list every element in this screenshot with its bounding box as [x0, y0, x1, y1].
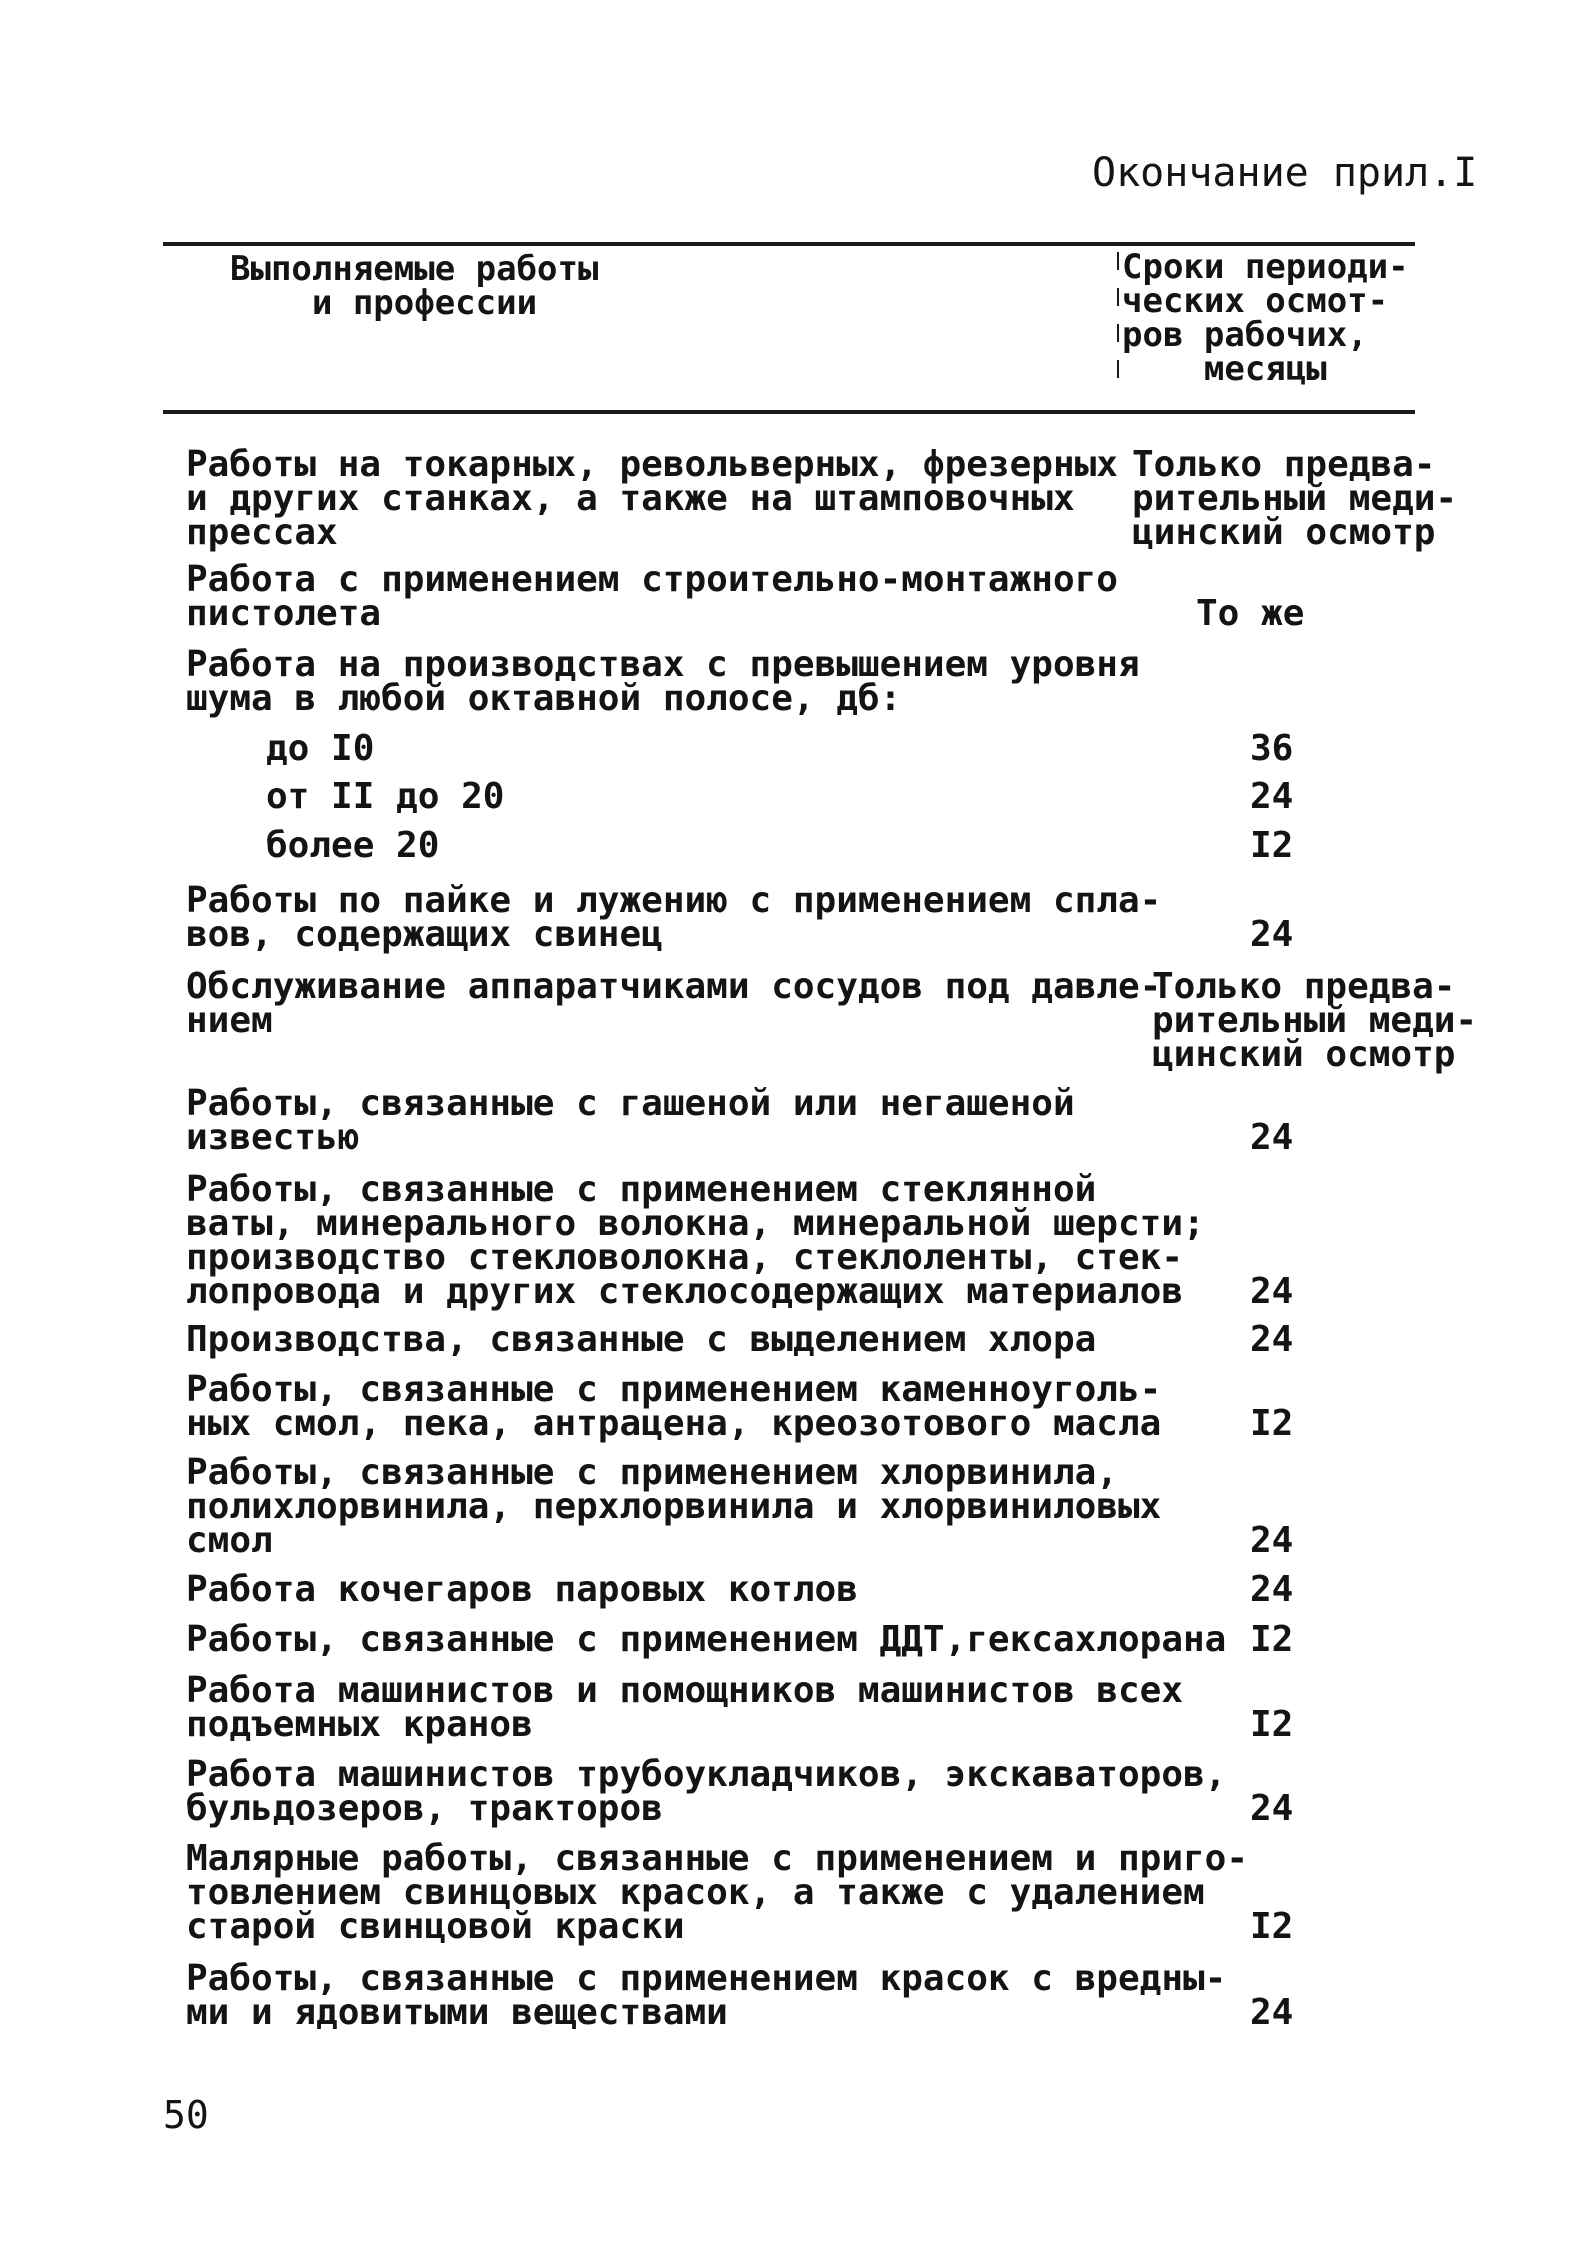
periodicity-term: 24	[1250, 1117, 1294, 1158]
periodicity-term: 24	[1250, 1788, 1294, 1829]
work-description: Работа машинистов трубоукладчиков, экскаваторов, бульдозеров, тракторов	[186, 1754, 1227, 1829]
periodicity-term: I2	[1250, 1403, 1294, 1444]
periodicity-term: 24	[1250, 1271, 1294, 1312]
work-description: Работы, связанные с применением каменноуголь- ных смол, пека, антрацена, креозотового масла	[186, 1369, 1162, 1444]
header-bottom-rule	[163, 410, 1415, 414]
work-description: Работы, связанные с применением стеклянной ваты, минерального волокна, минеральной шерсти; производство стекловолокна, стеклоленты, стек- лопровода и других стеклосодержащих материалов	[186, 1169, 1205, 1312]
column-header-work: Выполняемые работы и профессии	[230, 249, 599, 323]
periodicity-term: 24	[1250, 1992, 1294, 2033]
work-description: Работа на производствах с превышением уровня шума в любой октавной полосе, дб:	[186, 644, 1140, 719]
periodicity-term: 24	[1250, 1319, 1294, 1360]
periodicity-term: То же	[1196, 593, 1305, 634]
periodicity-term: 24	[1250, 776, 1294, 817]
work-description: от II до 20	[266, 776, 505, 817]
work-description: Работы на токарных, револьверных, фрезерных и других станках, а также на штамповочных прессах	[186, 444, 1118, 553]
work-description: Работы, связанные с гашеной или негашеной известью	[186, 1083, 1075, 1158]
periodicity-term: 24	[1250, 1569, 1294, 1610]
work-description: Работы, связанные с применением красок с вредны- ми и ядовитыми веществами	[186, 1958, 1227, 2033]
periodicity-term: I2	[1250, 1704, 1294, 1745]
column-divider	[1117, 252, 1119, 392]
work-description: более 20	[266, 825, 440, 866]
work-description: до I0	[266, 728, 375, 769]
periodicity-term: 36	[1250, 728, 1294, 769]
appendix-label: Окончание прил.I	[1092, 150, 1478, 196]
work-description: Работы, связанные с применением хлорвинила, полихлорвинила, перхлорвинила и хлорвиниловых смол	[186, 1452, 1162, 1561]
work-description: Обслуживание аппаратчиками сосудов под давле- нием	[186, 966, 1162, 1041]
table-top-rule	[163, 242, 1415, 246]
periodicity-term: Только предва- рительный меди- цинский осмотр	[1132, 444, 1458, 553]
work-description: Работа кочегаров паровых котлов	[186, 1569, 858, 1610]
work-description: Работы по пайке и лужению с применением спла- вов, содержащих свинец	[186, 880, 1162, 955]
work-description: Работы, связанные с применением ДДТ,гексахлорана	[186, 1619, 1227, 1660]
periodicity-term: I2	[1250, 1906, 1294, 1947]
periodicity-term: 24	[1250, 914, 1294, 955]
periodicity-term: Только предва- рительный меди- цинский осмотр	[1152, 966, 1478, 1075]
work-description: Малярные работы, связанные с применением и приго- товлением свинцовых красок, а также с удалением старой свинцовой краски	[186, 1838, 1249, 1947]
periodicity-term: I2	[1250, 825, 1294, 866]
page-number: 50	[163, 2093, 209, 2137]
periodicity-term: 24	[1250, 1520, 1294, 1561]
work-description: Работа с применением строительно-монтажного пистолета	[186, 559, 1118, 634]
work-description: Работа машинистов и помощников машинистов всех подъемных кранов	[186, 1670, 1183, 1745]
periodicity-term: I2	[1250, 1619, 1294, 1660]
work-description: Производства, связанные с выделением хлора	[186, 1319, 1097, 1360]
column-header-term: Сроки периоди- ческих осмот- ров рабочих, месяцы	[1122, 247, 1409, 389]
